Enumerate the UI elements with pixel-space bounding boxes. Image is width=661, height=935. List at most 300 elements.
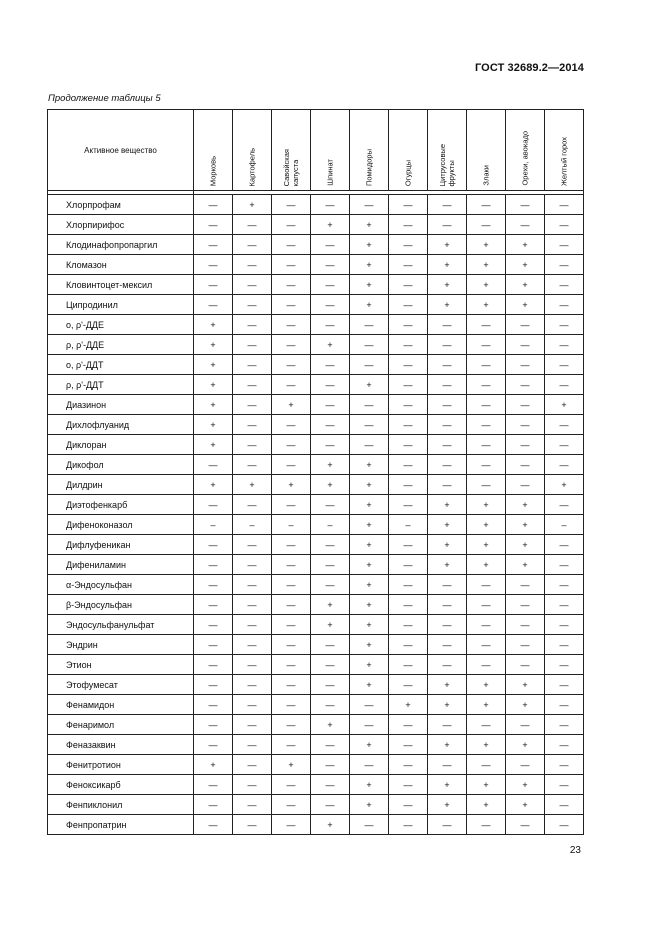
table-row (48, 795, 584, 815)
table-cell: + (350, 635, 389, 655)
column-header-label: Желтый горох (559, 137, 569, 186)
table-cell: — (389, 475, 428, 495)
table-cell: + (467, 675, 506, 695)
substance-name: Диазинон (48, 395, 194, 415)
table-cell: + (428, 495, 467, 515)
substance-name: Диклоран (48, 435, 194, 455)
substance-name: Феноксикарб (48, 775, 194, 795)
table-cell: — (272, 675, 311, 695)
table-cell: + (506, 735, 545, 755)
table-cell: — (389, 615, 428, 635)
table-cell: + (350, 475, 389, 495)
table-cell: — (233, 535, 272, 555)
table-cell: — (467, 575, 506, 595)
table-cell: — (233, 715, 272, 735)
table-cell: — (545, 275, 584, 295)
table-cell: — (428, 415, 467, 435)
table-cell: — (428, 435, 467, 455)
table-cell: — (506, 755, 545, 775)
table-cell: — (194, 495, 233, 515)
table-cell: — (311, 435, 350, 455)
table-cell: — (311, 275, 350, 295)
table-cell: — (311, 315, 350, 335)
table-cell: – (545, 515, 584, 535)
table-cell: — (428, 815, 467, 835)
table-row (48, 395, 584, 415)
table-cell: — (389, 635, 428, 655)
table-cell: — (350, 715, 389, 735)
table-row (48, 755, 584, 775)
table-row (48, 255, 584, 275)
table-cell: — (272, 495, 311, 515)
table-cell: — (272, 195, 311, 215)
table-cell: + (311, 815, 350, 835)
substance-name: Этион (48, 655, 194, 675)
table-cell: — (506, 435, 545, 455)
table-cell: — (194, 555, 233, 575)
table-cell: — (233, 495, 272, 515)
table-cell: — (545, 555, 584, 575)
table-cell: — (389, 495, 428, 515)
table-cell: + (428, 795, 467, 815)
table-cell: — (272, 295, 311, 315)
table-cell: — (194, 235, 233, 255)
table-cell: — (233, 775, 272, 795)
table-row (48, 635, 584, 655)
table-cell: + (428, 515, 467, 535)
table-cell: — (428, 195, 467, 215)
table-row (48, 655, 584, 675)
table-cell: — (467, 715, 506, 735)
table-cell: — (389, 815, 428, 835)
table-cell: + (506, 775, 545, 795)
substance-name: о, ρ'-ДДТ (48, 355, 194, 375)
table-cell: — (233, 555, 272, 575)
table-row (48, 315, 584, 335)
table-cell: — (506, 595, 545, 615)
table-cell: — (506, 375, 545, 395)
table-cell: — (506, 815, 545, 835)
table-row (48, 595, 584, 615)
table-cell: — (233, 215, 272, 235)
substance-name: Этофумесат (48, 675, 194, 695)
table-cell: — (545, 415, 584, 435)
substance-name: Дифеноконазол (48, 515, 194, 535)
table-cell: — (545, 195, 584, 215)
table-cell: — (272, 735, 311, 755)
table-cell: — (233, 575, 272, 595)
table-cell: — (428, 215, 467, 235)
table-cell: — (272, 415, 311, 435)
table-cell: — (233, 455, 272, 475)
table-cell: — (233, 275, 272, 295)
table-cell: — (545, 355, 584, 375)
table-cell: — (545, 535, 584, 555)
table-cell: — (311, 795, 350, 815)
substance-name: Дихлофлуанид (48, 415, 194, 435)
table-cell: + (428, 295, 467, 315)
substance-name: Эндрин (48, 635, 194, 655)
table-row (48, 535, 584, 555)
table-cell: — (233, 435, 272, 455)
table-cell: — (389, 535, 428, 555)
table-cell: — (389, 295, 428, 315)
table-cell: — (428, 635, 467, 655)
table-cell: — (194, 715, 233, 735)
table-cell: + (311, 475, 350, 495)
table-cell: + (545, 395, 584, 415)
table-cell: — (233, 635, 272, 655)
table-cell: — (233, 815, 272, 835)
table-cell: + (194, 315, 233, 335)
table-cell: — (467, 415, 506, 435)
table-cell: – (233, 515, 272, 535)
table-cell: + (194, 375, 233, 395)
table-cell: + (506, 555, 545, 575)
table-cell: + (467, 535, 506, 555)
table-cell: — (311, 395, 350, 415)
table-row (48, 615, 584, 635)
table-cell: — (389, 395, 428, 415)
table-row (48, 475, 584, 495)
table-cell: + (467, 695, 506, 715)
table-cell: + (350, 535, 389, 555)
table-cell: — (389, 575, 428, 595)
table-cell: + (350, 615, 389, 635)
table-cell: + (428, 735, 467, 755)
table-cell: — (233, 235, 272, 255)
table-cell: — (506, 655, 545, 675)
table-cell: + (467, 235, 506, 255)
table-row (48, 495, 584, 515)
column-header (428, 110, 467, 191)
table-cell: — (506, 195, 545, 215)
table-cell: + (194, 475, 233, 495)
table-cell: + (350, 495, 389, 515)
table-cell: — (272, 695, 311, 715)
table-cell: — (194, 655, 233, 675)
table-cell: + (467, 495, 506, 515)
table-cell: — (233, 735, 272, 755)
table-cell: + (506, 535, 545, 555)
table-cell: – (194, 515, 233, 535)
table-cell: — (272, 575, 311, 595)
table-cell: — (389, 675, 428, 695)
table-cell: + (467, 295, 506, 315)
table-cell: — (389, 595, 428, 615)
table-cell: + (194, 435, 233, 455)
table-cell: — (545, 235, 584, 255)
table-cell: — (428, 615, 467, 635)
substance-name: Дифениламин (48, 555, 194, 575)
table-row (48, 675, 584, 695)
column-header-label: Огурцы (403, 159, 413, 186)
table-row (48, 715, 584, 735)
table-cell: — (467, 335, 506, 355)
column-header (350, 110, 389, 191)
substance-name: Фенамидон (48, 695, 194, 715)
table-cell: + (311, 455, 350, 475)
table-cell: + (233, 195, 272, 215)
header-row (48, 110, 584, 191)
substance-name: Эндосульфанульфат (48, 615, 194, 635)
table-cell: — (272, 255, 311, 275)
column-header (545, 110, 584, 191)
table-cell: — (545, 575, 584, 595)
table-cell: — (506, 575, 545, 595)
table-cell: — (545, 695, 584, 715)
table-cell: — (389, 215, 428, 235)
table-cell: + (428, 535, 467, 555)
table-cell: — (194, 695, 233, 715)
table-cell: — (272, 615, 311, 635)
table-cell: — (467, 635, 506, 655)
table-cell: — (506, 455, 545, 475)
table-cell: — (467, 455, 506, 475)
table-cell: – (311, 515, 350, 535)
table-cell: — (272, 655, 311, 675)
table-cell: — (467, 595, 506, 615)
table-cell: — (311, 575, 350, 595)
table-cell: — (389, 435, 428, 455)
table-cell: — (233, 295, 272, 315)
column-header (506, 110, 545, 191)
table-cell: — (428, 355, 467, 375)
table-cell: — (194, 455, 233, 475)
table-cell: — (467, 355, 506, 375)
table-cell: + (350, 455, 389, 475)
table-cell: + (428, 695, 467, 715)
table-cell: — (389, 775, 428, 795)
table-cell: — (467, 215, 506, 235)
table-cell: — (467, 755, 506, 775)
substance-name: Фенпиклонил (48, 795, 194, 815)
table-cell: — (545, 455, 584, 475)
table-cell: — (194, 195, 233, 215)
table-cell: + (272, 395, 311, 415)
table-cell: — (428, 315, 467, 335)
table-row (48, 215, 584, 235)
table-cell: — (506, 315, 545, 335)
table-cell: — (389, 255, 428, 275)
substance-name: Дилдрин (48, 475, 194, 495)
substance-name: Хлорпирифос (48, 215, 194, 235)
table-cell: — (506, 615, 545, 635)
substance-name: Клодинафопропаргил (48, 235, 194, 255)
table-cell: — (467, 615, 506, 635)
table-cell: + (311, 215, 350, 235)
table-cell: — (389, 275, 428, 295)
column-header-label: Цитрусовые фрукты (438, 143, 456, 186)
table-cell: — (233, 695, 272, 715)
table-cell: — (389, 735, 428, 755)
table-cell: + (311, 335, 350, 355)
table-cell: — (389, 355, 428, 375)
table-cell: — (194, 595, 233, 615)
table-cell: — (233, 795, 272, 815)
table-cell: — (506, 415, 545, 435)
table-cell: — (467, 395, 506, 415)
table-cell: — (467, 435, 506, 455)
table-row (48, 515, 584, 535)
table-cell: — (194, 735, 233, 755)
table-cell: — (311, 655, 350, 675)
table-cell: + (428, 255, 467, 275)
table-cell: — (428, 575, 467, 595)
table-cell: — (194, 615, 233, 635)
table-cell: – (272, 515, 311, 535)
table-cell: — (389, 315, 428, 335)
table-cell: + (350, 295, 389, 315)
table-cell: — (545, 815, 584, 835)
column-header-label: Савойская капуста (282, 148, 300, 186)
substance-name: Феназаквин (48, 735, 194, 755)
table-row (48, 775, 584, 795)
table-cell: — (272, 595, 311, 615)
table-cell: — (545, 675, 584, 695)
table-cell: — (233, 255, 272, 275)
substance-name: α-Эндосульфан (48, 575, 194, 595)
substance-name: Фенпропатрин (48, 815, 194, 835)
table-cell: — (194, 635, 233, 655)
table-cell: — (311, 555, 350, 575)
table-cell: — (272, 435, 311, 455)
table-cell: — (311, 775, 350, 795)
table-cell: + (389, 695, 428, 715)
table-cell: — (194, 775, 233, 795)
table-cell: — (428, 655, 467, 675)
table-cell: — (272, 555, 311, 575)
column-header (233, 110, 272, 191)
table-row (48, 735, 584, 755)
table-cell: — (506, 635, 545, 655)
table-cell: — (311, 675, 350, 695)
table-cell: — (233, 615, 272, 635)
table-row (48, 195, 584, 215)
table-cell: + (194, 335, 233, 355)
table-cell: + (428, 675, 467, 695)
table-cell: — (272, 355, 311, 375)
table-cell: — (272, 275, 311, 295)
table-cell: — (545, 435, 584, 455)
table-cell: — (506, 335, 545, 355)
column-header-label: Орехи, авокадо (520, 131, 530, 186)
table-cell: — (311, 355, 350, 375)
table-cell: + (350, 215, 389, 235)
table-cell: + (233, 475, 272, 495)
table-cell: — (545, 495, 584, 515)
table-row (48, 335, 584, 355)
table-cell: — (350, 755, 389, 775)
table-cell: — (545, 735, 584, 755)
table-cell: — (389, 455, 428, 475)
table-cell: + (311, 715, 350, 735)
table-cell: — (545, 375, 584, 395)
table-cell: — (272, 455, 311, 475)
table-row (48, 295, 584, 315)
table-body (48, 191, 584, 835)
table-cell: — (506, 215, 545, 235)
table-cell: + (194, 755, 233, 775)
substance-name: Диэтофенкарб (48, 495, 194, 515)
table-cell: — (350, 315, 389, 335)
table-cell: + (194, 395, 233, 415)
table-cell: — (194, 215, 233, 235)
table-cell: — (272, 215, 311, 235)
table-cell: — (350, 395, 389, 415)
table-cell: + (350, 515, 389, 535)
table-cell: + (467, 515, 506, 535)
substance-name: β-Эндосульфан (48, 595, 194, 615)
table-cell: + (506, 695, 545, 715)
table-cell: — (389, 655, 428, 675)
table-cell: — (350, 355, 389, 375)
table-cell: — (272, 235, 311, 255)
table-cell: — (389, 375, 428, 395)
table-cell: — (350, 435, 389, 455)
table-cell: + (194, 415, 233, 435)
table-row (48, 815, 584, 835)
table-cell: — (272, 635, 311, 655)
table-cell: + (311, 615, 350, 635)
table-cell: — (272, 795, 311, 815)
table-cell: — (467, 655, 506, 675)
table-row (48, 375, 584, 395)
table-cell: — (428, 755, 467, 775)
table-cell: — (350, 415, 389, 435)
table-cell: — (428, 715, 467, 735)
table-cell: — (272, 815, 311, 835)
table-cell: — (311, 755, 350, 775)
table-cell: — (506, 355, 545, 375)
table-cell: — (233, 755, 272, 775)
table-cell: + (506, 255, 545, 275)
table-row (48, 555, 584, 575)
table-cell: — (467, 195, 506, 215)
table-cell: — (311, 195, 350, 215)
table-cell: — (389, 555, 428, 575)
table-cell: — (545, 215, 584, 235)
table-cell: + (506, 235, 545, 255)
substance-name: Фенаримол (48, 715, 194, 735)
table-cell: — (545, 335, 584, 355)
table-cell: — (233, 655, 272, 675)
table-cell: + (467, 775, 506, 795)
table-row (48, 275, 584, 295)
table-cell: — (428, 475, 467, 495)
table-cell: + (428, 275, 467, 295)
substance-name: ρ, ρ'-ДДТ (48, 375, 194, 395)
page-number: 23 (569, 845, 581, 856)
table-cell: — (545, 595, 584, 615)
table-cell: — (272, 775, 311, 795)
table-cell: + (506, 295, 545, 315)
table-cell: — (272, 315, 311, 335)
table-cell: + (350, 675, 389, 695)
table-cell: — (233, 335, 272, 355)
table-cell: — (311, 535, 350, 555)
table-cell: — (545, 615, 584, 635)
table-cell: — (194, 675, 233, 695)
table-cell: — (467, 475, 506, 495)
column-header (272, 110, 311, 191)
table-cell: — (389, 335, 428, 355)
table-cell: + (428, 235, 467, 255)
table-cell: + (350, 575, 389, 595)
table-cell: — (428, 375, 467, 395)
table-cell: — (545, 775, 584, 795)
table-row (48, 235, 584, 255)
